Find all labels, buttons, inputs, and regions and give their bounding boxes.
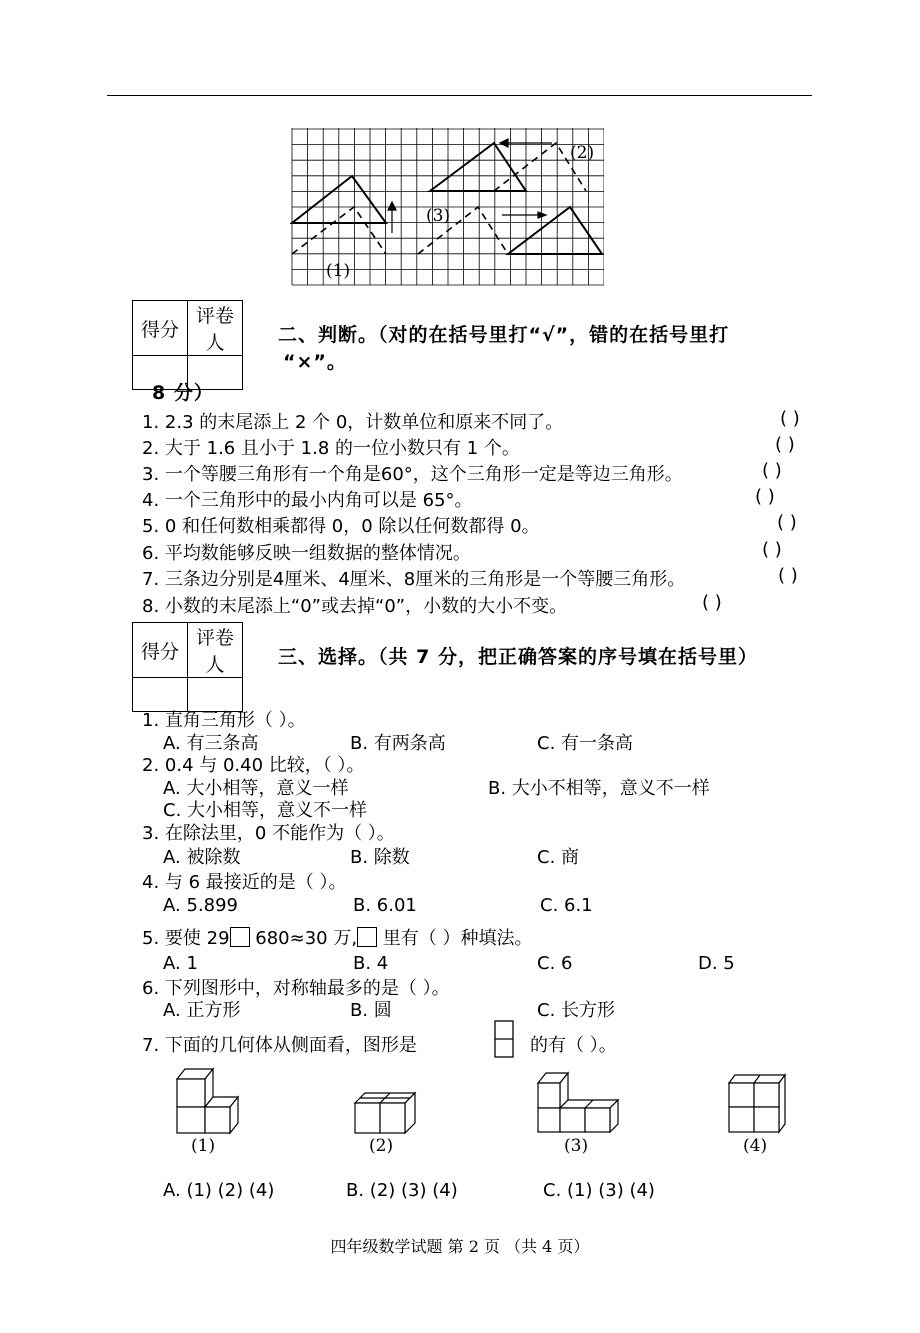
answer-paren[interactable]: ( ) [777, 512, 797, 533]
choice-question-5 [142, 924, 533, 950]
figure-label-2: (2) [570, 143, 595, 163]
judge-item: 3. 一个等腰三角形有一个角是60°，这个三角形一定是等边三角形。 [142, 464, 683, 485]
page-footer: 四年级数学试题 第 2 页 （共 4 页） [330, 1237, 590, 1256]
q5-text-c: 里有（ ）种填法。 [382, 928, 533, 949]
q2-option-c[interactable]: C. 大小相等，意义不一样 [163, 800, 368, 821]
judge-item: 5. 0 和任何数相乘都得 0，0 除以任何数都得 0。 [142, 516, 540, 537]
cube-figure-2 [352, 1090, 418, 1136]
answer-paren[interactable]: ( ) [762, 460, 782, 481]
choice-question-3: 3. 在除法里，0 不能作为（ ）。 [142, 823, 395, 844]
judge-item: 6. 平均数能够反映一组数据的整体情况。 [142, 543, 471, 564]
score-label: 得分 [133, 301, 188, 356]
q4-option-a[interactable]: A. 5.899 [163, 895, 238, 916]
q3-option-a[interactable]: A. 被除数 [163, 847, 241, 868]
header-rule [107, 95, 812, 96]
q5-option-c[interactable]: C. 6 [537, 953, 573, 974]
cube-figure-4 [726, 1072, 788, 1134]
cube-label-2: (2) [369, 1136, 394, 1156]
triangle-2 [430, 143, 526, 191]
q4-option-b[interactable]: B. 6.01 [353, 895, 417, 916]
blank-square-icon [230, 927, 250, 947]
cube-figure-3 [534, 1070, 620, 1136]
q1-option-c[interactable]: C. 有一条高 [537, 733, 634, 754]
section3-title: 三、选择。（共 7 分，把正确答案的序号填在括号里） [278, 646, 758, 668]
q5-option-b[interactable]: B. 4 [353, 953, 389, 974]
cube-label-1: (1) [191, 1136, 216, 1156]
answer-paren[interactable]: ( ) [775, 434, 795, 455]
answer-paren[interactable]: ( ) [780, 408, 800, 429]
section2-title-line1: 二、判断。（对的在括号里打“√”，错的在括号里打 [278, 324, 730, 346]
q6-option-c[interactable]: C. 长方形 [537, 1000, 616, 1021]
judge-item: 8. 小数的末尾添上“0”或去掉“0”，小数的大小不变。 [142, 596, 568, 617]
choice-question-4: 4. 与 6 最接近的是（ ）。 [142, 872, 347, 893]
q5-option-a[interactable]: A. 1 [163, 953, 198, 974]
q6-option-a[interactable]: A. 正方形 [163, 1000, 241, 1021]
side-view-icon [494, 1020, 514, 1058]
blank-square-icon [357, 927, 377, 947]
cube-label-3: (3) [564, 1136, 589, 1156]
reviewer-label: 评卷人 [188, 301, 243, 356]
section2-title-line3: 8 分） [152, 382, 214, 404]
judge-item: 2. 大于 1.6 且小于 1.8 的一位小数只有 1 个。 [142, 438, 520, 459]
score-label: 得分 [133, 623, 188, 678]
q4-option-c[interactable]: C. 6.1 [540, 895, 593, 916]
q6-option-b[interactable]: B. 圆 [350, 1000, 392, 1021]
answer-paren[interactable]: ( ) [778, 565, 798, 586]
section2-title-line2: “×”。 [283, 351, 347, 373]
judge-item: 7. 三条边分别是4厘米、4厘米、8厘米的三角形是一个等腰三角形。 [142, 569, 686, 590]
q1-option-a[interactable]: A. 有三条高 [163, 733, 259, 754]
cube-label-4: (4) [743, 1136, 768, 1156]
triangle-3 [508, 207, 602, 254]
q2-option-a[interactable]: A. 大小相等，意义一样 [163, 778, 349, 799]
q2-option-b[interactable]: B. 大小不相等，意义不一样 [488, 778, 710, 799]
reviewer-label: 评卷人 [188, 623, 243, 678]
q3-option-c[interactable]: C. 商 [537, 847, 580, 868]
choice-question-7-text-b: 的有（ ）。 [530, 1035, 617, 1056]
q7-option-b[interactable]: B. (2) (3) (4) [346, 1180, 458, 1201]
q3-option-b[interactable]: B. 除数 [350, 847, 410, 868]
q5-option-d[interactable]: D. 5 [698, 953, 735, 974]
choice-question-6: 6. 下列图形中，对称轴最多的是（ ）。 [142, 978, 450, 999]
q1-option-b[interactable]: B. 有两条高 [350, 733, 446, 754]
q5-text-b: 680≈30 万, [255, 928, 358, 949]
figure-label-3: (3) [426, 206, 451, 226]
judge-item: 4. 一个三角形中的最小内角可以是 65°。 [142, 490, 473, 511]
q5-text-a: 5. 要使 29 [142, 928, 230, 949]
q7-option-a[interactable]: A. (1) (2) (4) [163, 1180, 275, 1201]
answer-paren[interactable]: ( ) [702, 592, 722, 613]
cube-figure-1 [170, 1066, 242, 1136]
choice-question-7-text-a: 7. 下面的几何体从侧面看，图形是 [142, 1035, 417, 1056]
triangle-grid-figure [290, 128, 604, 286]
figure-label-1: (1) [326, 261, 351, 281]
score-box-section2 [132, 300, 243, 390]
answer-paren[interactable]: ( ) [762, 539, 782, 560]
answer-paren[interactable]: ( ) [755, 486, 775, 507]
score-box-section3 [132, 622, 243, 712]
choice-question-2: 2. 0.4 与 0.40 比较，（ ）。 [142, 755, 365, 776]
judge-item: 1. 2.3 的末尾添上 2 个 0，计数单位和原来不同了。 [142, 412, 564, 433]
choice-question-1: 1. 直角三角形（ ）。 [142, 710, 306, 731]
q7-option-c[interactable]: C. (1) (3) (4) [543, 1180, 655, 1201]
